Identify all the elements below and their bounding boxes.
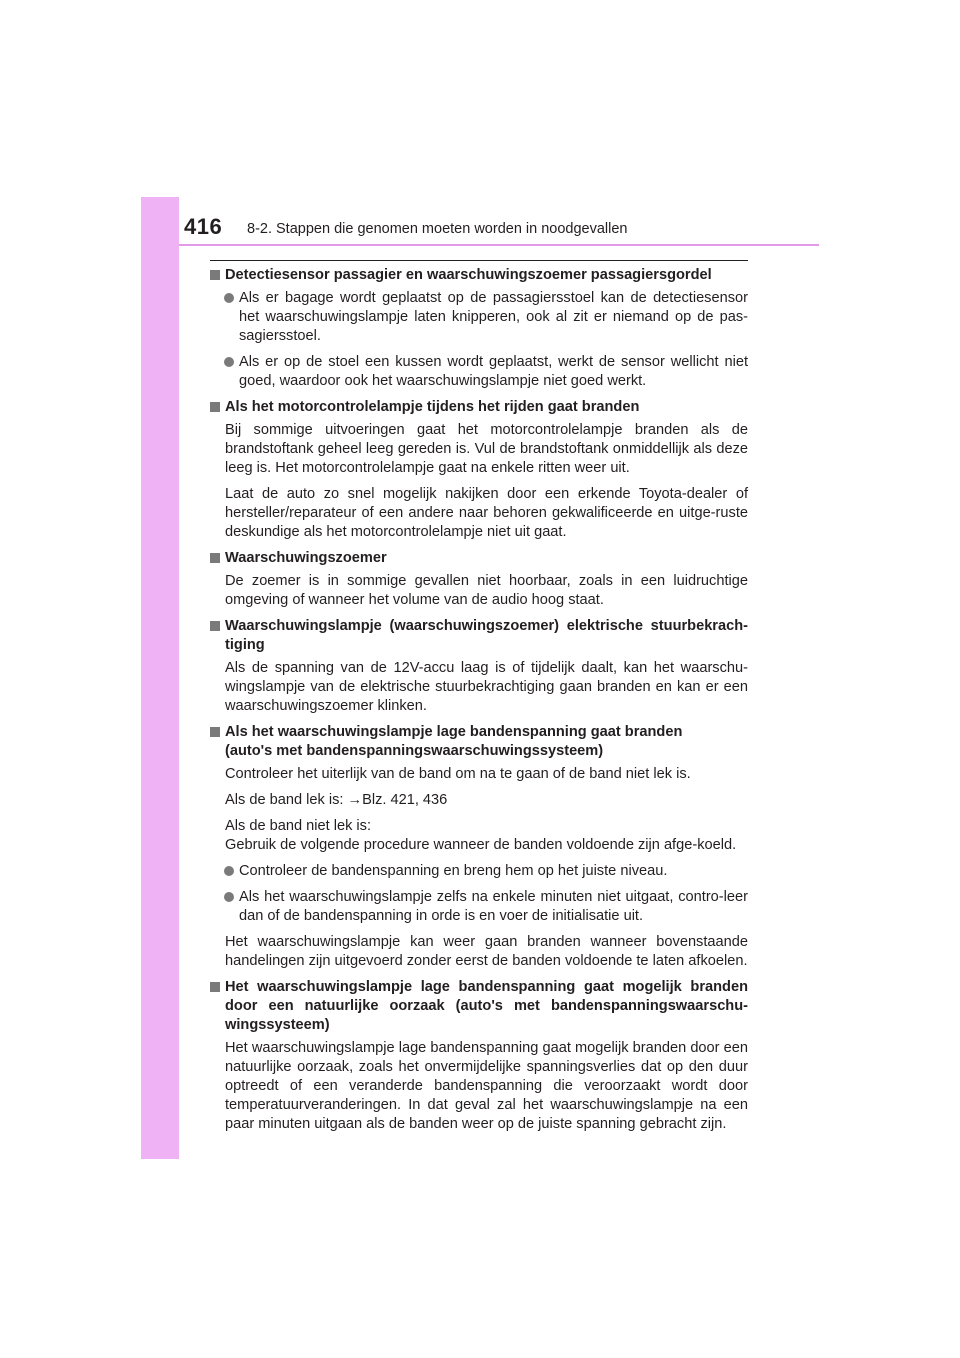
square-bullet-icon — [210, 270, 220, 280]
section-tire-pressure-light — [210, 723, 748, 971]
section-power-steering — [210, 617, 748, 716]
square-bullet-icon — [210, 982, 220, 992]
square-bullet-icon — [210, 727, 220, 737]
section-heading: Waarschuwingszoemer — [210, 549, 748, 568]
square-bullet-icon — [210, 621, 220, 631]
paragraph: Laat de auto zo snel mogelijk nakijken door een erkende Toyota-dealer of hersteller/reparateur of een andere naar behoren gekwalificeerde en uitge-ruste deskundige als het motorcontrolelampje niet uit gaat. — [225, 486, 748, 540]
paragraph: Als de spanning van de 12V-accu laag is of tijdelijk daalt, kan het waarschu-wingslampje van de elektrische stuurbekrachtiging gaan branden en kan er een waarschuwingszoemer klinken. — [225, 660, 748, 714]
paragraph: Het waarschuwingslampje lage bandenspanning gaat mogelijk branden door een natuurlijke oorzaak, zoals het onvermijdelijke spanningsverlies dat op den duur optreedt of een veranderde bandenspanning die veroorzaakt wordt door temperatuurveranderingen. In dat geval zal het waarschuwingslampje na een paar minuten uitgaan als de banden weer op de juiste spanning gebracht zijn. — [225, 1040, 748, 1132]
section-warning-buzzer — [210, 549, 748, 610]
bullet-item: Controleer de bandenspanning en breng hem op het juiste niveau. — [224, 862, 748, 881]
page-number: 416 — [184, 214, 223, 239]
paragraph: De zoemer is in sommige gevallen niet hoorbaar, zoals in een luidruchtige omgeving of wanneer het volume van de audio hoog staat. — [225, 573, 748, 608]
square-bullet-icon — [210, 553, 220, 563]
square-bullet-icon — [210, 402, 220, 412]
bullet-item: Als het waarschuwingslampje zelfs na enkele minuten niet uitgaat, contro-leer dan of de bandenspanning in orde is en voer de initialisatie uit. — [224, 888, 748, 926]
section-heading: Als het waarschuwingslampje lage bandenspanning gaat branden (auto's met bandenspanningswaarschuwingssysteem) — [210, 723, 748, 761]
header-band — [141, 197, 179, 245]
paragraph: Het waarschuwingslampje kan weer gaan branden wanneer bovenstaande handelingen zijn uitgevoerd zonder eerst de banden voldoende te laten afkoelen. — [225, 934, 748, 969]
manual-content — [210, 266, 748, 1141]
paragraph: Bij sommige uitvoeringen gaat het motorcontrolelampje branden als de brandstoftank geheel leeg gereden is. Vul de brandstoftank onmiddellijk als deze leeg is. Het motorcontrolelampje gaat na enkele ritten weer uit. — [225, 422, 748, 476]
page-reference: Blz. 421, 436 — [362, 792, 448, 808]
arrow-icon: → — [347, 792, 363, 808]
header-rule — [179, 244, 819, 246]
section-passenger-sensor — [210, 266, 748, 391]
section-heading: Waarschuwingslampje (waarschuwingszoemer) elektrische stuurbekrach-tiging — [210, 617, 748, 655]
round-bullet-icon — [224, 892, 234, 902]
chapter-side-tab — [141, 197, 179, 1159]
section-heading: Detectiesensor passagier en waarschuwingszoemer passagiersgordel — [210, 266, 748, 285]
round-bullet-icon — [224, 866, 234, 876]
round-bullet-icon — [224, 357, 234, 367]
section-heading: Het waarschuwingslampje lage bandenspanning gaat mogelijk branden door een natuurlijke oorzaak (auto's met bandenspanningswaarschu-wingssysteem) — [210, 978, 748, 1035]
chapter-title: 8-2. Stappen die genomen moeten worden in noodgevallen — [247, 221, 628, 237]
paragraph: Controleer het uiterlijk van de band om na te gaan of de band niet lek is. — [225, 766, 691, 782]
section-heading: Als het motorcontrolelampje tijdens het rijden gaat branden — [210, 398, 748, 417]
bullet-item: Als er op de stoel een kussen wordt geplaatst, werkt de sensor wellicht niet goed, waardoor ook het waarschuwingslampje niet goed werkt. — [224, 353, 748, 391]
section-tire-pressure-natural — [210, 978, 748, 1134]
paragraph: Als de band niet lek is: Gebruik de volgende procedure wanneer de banden voldoende zijn afge-koeld. — [225, 818, 737, 853]
bullet-item: Als er bagage wordt geplaatst op de passagiersstoel kan de detectiesensor het waarschuwingslampje laten knipperen, ook al zit er niemand op de pas-sagiersstoel. — [224, 289, 748, 346]
content-top-rule — [210, 260, 748, 261]
paragraph: Als de band lek is: →Blz. 421, 436 — [225, 792, 448, 808]
section-engine-light — [210, 398, 748, 542]
round-bullet-icon — [224, 293, 234, 303]
